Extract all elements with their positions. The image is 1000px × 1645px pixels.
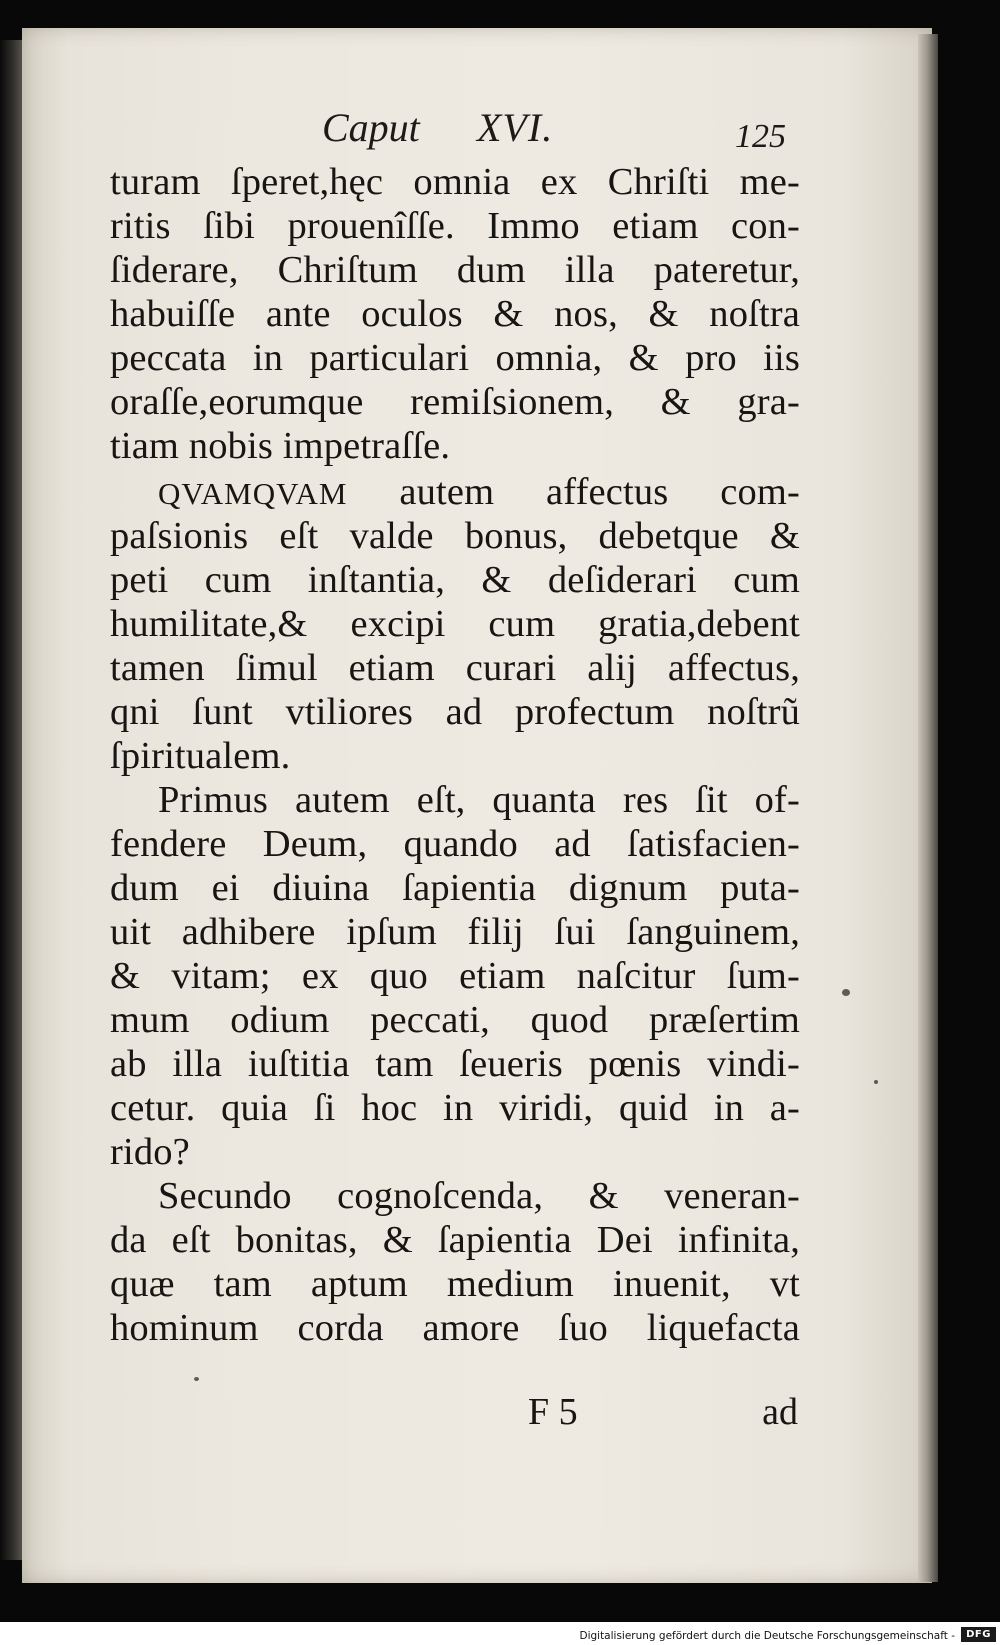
text-line-6: oraſſe,eorumque remiſsionem, & gra-: [110, 381, 800, 423]
text-line-27: hominum corda amore ſuo liquefacta: [110, 1307, 800, 1349]
text-line-3: ſiderare, Chriſtum dum illa pateretur,: [110, 249, 800, 291]
text-line-10: peti cum inſtantia, & deſiderari cum: [110, 559, 800, 601]
text-line-8: [158, 470, 800, 515]
text-line-22: cetur. quia ſi hoc in viridi, quid in a-: [110, 1087, 800, 1129]
text-line-16: fendere Deum, quando ad ſatisfacien-: [110, 823, 800, 865]
text-line-7: tiam nobis impetraſſe.: [110, 425, 451, 467]
page-number: 125: [735, 118, 786, 155]
text-line-25: da eſt bonitas, & ſapientia Dei infinita,: [110, 1219, 800, 1261]
text-line-17: dum ei diuina ſapientia dignum puta-: [110, 867, 800, 909]
text-line-12: tamen ſimul etiam curari alij affectus,: [110, 647, 800, 689]
signature-mark: F 5: [528, 1391, 578, 1433]
text-line-1: turam ſperet,hęc omnia ex Chriſti me-: [110, 161, 800, 203]
body-text: [110, 160, 800, 1349]
text-line-8-rest: autem affectus com-: [347, 471, 800, 513]
dfg-logo: DFG: [961, 1627, 996, 1642]
text-line-19: & vitam; ex quo etiam naſcitur ſum-: [110, 955, 800, 997]
text-line-4: habuiſſe ante oculos & nos, & noſtra: [110, 293, 800, 335]
text-line-5: peccata in particulari omnia, & pro iis: [110, 337, 800, 379]
running-head: [322, 104, 792, 155]
catchword: ad: [762, 1391, 798, 1433]
text-line-11: humilitate,& excipi cum gratia,debent: [110, 603, 800, 645]
text-line-14: ſpiritualem.: [110, 735, 291, 777]
page-footer-catchline: [528, 1388, 798, 1436]
paper-speck: [874, 1080, 878, 1084]
text-line-24: Secundo cognoſcenda, & veneran-: [158, 1175, 800, 1217]
text-line-18: uit adhibere ipſum filij ſui ſanguinem,: [110, 911, 800, 953]
text-line-21: ab illa iuſtitia tam ſeueris pœnis vindi-: [110, 1043, 800, 1085]
text-line-15: Primus autem eſt, quanta res ſit of-: [158, 779, 800, 821]
digitization-credit: Digitalisierung gefördert durch die Deutsche Forschungsgemeinschaft -: [579, 1630, 955, 1642]
chapter-number: XVI.: [477, 105, 554, 150]
page-edge-shadow: [918, 34, 938, 1582]
paper-speck: [842, 989, 850, 996]
running-head-title: Caput: [322, 105, 420, 150]
text-line-2: ritis ſibi prouenîſſe. Immo etiam con-: [110, 205, 800, 247]
text-line-26: quæ tam aptum medium inuenit, vt: [110, 1263, 800, 1305]
text-line-13: qni ſunt vtiliores ad profectum noſtrũ: [110, 691, 800, 733]
small-caps-opening: QVAMQVAM: [158, 476, 348, 511]
paper-speck: [194, 1377, 199, 1381]
text-line-20: mum odium peccati, quod præſertim: [110, 999, 800, 1041]
text-line-23: rido?: [110, 1131, 190, 1173]
text-line-9: paſsionis eſt valde bonus, debetque &: [110, 515, 800, 557]
